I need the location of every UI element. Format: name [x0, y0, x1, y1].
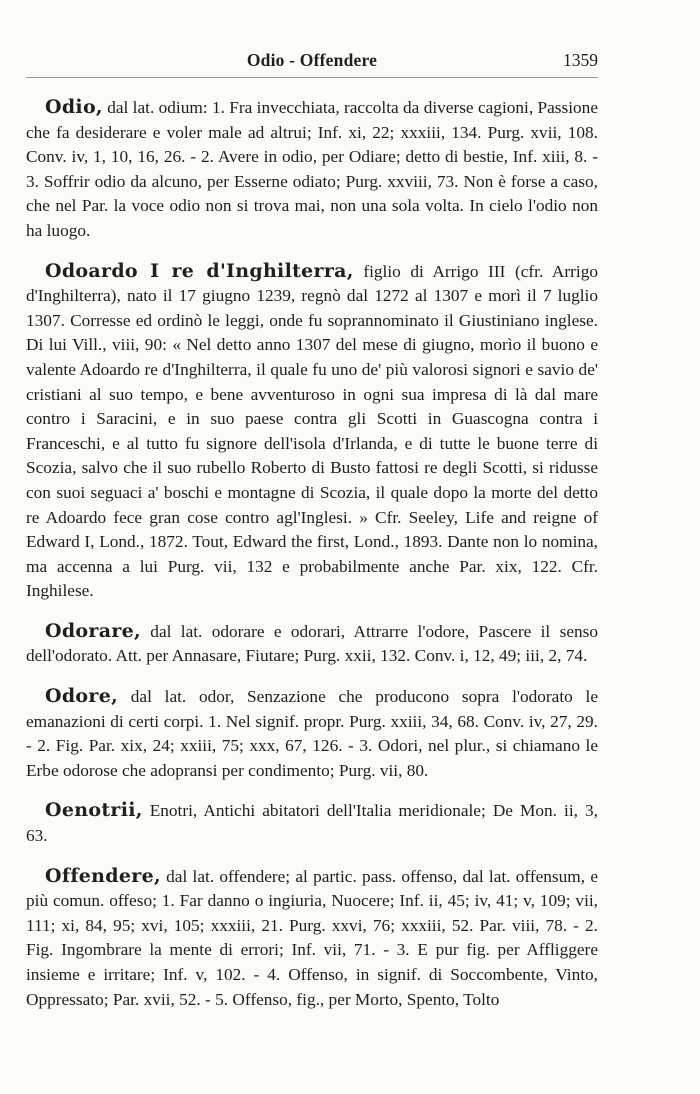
headword: Odorare, — [45, 619, 141, 642]
entry-odoardo — [26, 259, 598, 604]
entries — [26, 95, 598, 1027]
entry-odorare — [26, 619, 598, 669]
entry-text: dal lat. offendere; al partic. pass. offenso, dal lat. offensum, e più comun. offeso; 1. Far danno o ingiuria, Nuocere; Inf. ii, 45; iv, 41; v, 109; vii, 111; xi, 84, 95; xvi, 105; xxxiii, 21. Purg. xxvi, 76; xxxiii, 52. Par. viii, 78. - 2. Fig. Ingombrare la mente di errori; Inf. vii, 71. - 3. E pur fig. per Affliggere insieme e irritare; Inf. v, 102. - 4. Offenso, in signif. di Soccombente, Vinto, Oppressato; Par. xvii, 52. - 5. Offenso, fig., per Morto, Spento, Tolto — [26, 866, 598, 1009]
page-number: 1359 — [563, 50, 598, 70]
headword: Offendere, — [45, 864, 161, 887]
entry-offendere — [26, 864, 598, 1013]
headword: Oenotrii, — [45, 799, 143, 822]
entry-odio — [26, 95, 598, 244]
entry-text: dal lat. odorare e odorari, Attrarre l'odore, Pascere il senso dell'odorato. Att. per Annasare, Fiutare; Purg. xxii, 132. Conv. i, 12, 49; iii, 2, 74. — [26, 621, 598, 666]
entry-odore — [26, 684, 598, 783]
headword: Odore, — [45, 685, 119, 708]
entry-text: dal lat. odium: 1. Fra invecchiata, raccolta da diverse cagioni, Passione che fa desiderare e voler male ad altrui; Inf. xi, 22; xxxiii, 134. Purg. xvii, 108. Conv. iv, 1, 10, 16, 26. - 2. Avere in odio, per Odiare; detto di bestie, Inf. xiii, 8. - 3. Soffrir odio da alcuno, per Esserne odiato; Purg. xxviii, 73. Non è forse a caso, che nel Par. la voce odio non si trova mai, non una sola volta. In cielo l'odio non ha luogo. — [26, 98, 598, 240]
running-title: Odio - Offendere — [246, 50, 378, 70]
header-rule — [26, 77, 598, 78]
headword: Odio, — [45, 96, 103, 118]
entry-text: figlio di Arrigo III (cfr. Arrigo d'Inghilterra), nato il 17 giugno 1239, regnò dal 1272 al 1307 e morì il 7 luglio 1307. Corresse ed ordinò le leggi, onde fu soprannominato il Giustiniano inglese. Di lui Vill., viii, 90: « Nel detto anno 1307 del mese di giugno, morìo il buono e valente Adoardo re d'Inghilterra, il quale fu uno de' più valorosi signori e savio de' cristiani al suo tempo, e bene avventuroso in ogni sua impresa di là dal mare contro i Saracini, e in suo paese contra gli Scotti in Guascogna contra i Franceschi, e al tutto fu signore dell'isola d'Irlanda, e di tutte le buone terre di Scozia, salvo che il suo rubello Roberto di Busto fattosi re degli Scotti, si ridusse con suoi seguaci a' boschi e montagne di Scozia, il quale dopo la morte del detto re Adoardo fece gran cose contro agl'Inglesi. » Cfr. Seeley, Life and reigne of Edward I, Lond., 1872. Tout, Edward the first, Lond., 1893. Dante non lo nomina, ma accenna a lui Purg. vii, 132 e probabilmente anche Par. xix, 122. Cfr. Inghilese. — [26, 261, 599, 601]
headword: Odoardo I re d'Inghilterra, — [45, 259, 354, 282]
entry-text: dal lat. odor, Senzazione che producono sopra l'odorato le emanazioni di certi corpi. 1. Nel signif. propr. Purg. xxiii, 34, 68. Conv. iv, 27, 29. - 2. Fig. Par. xix, 24; xxiii, 75; xxx, 67, 126. - 3. Odori, nel plur., si chiamano le Erbe odorose che adopransi per condimento; Purg. vii, 80. — [26, 687, 598, 780]
entry-text: Enotri, Antichi abitatori dell'Italia meridionale; De Mon. ii, 3, 63. — [26, 801, 598, 846]
entry-oenotrii — [26, 798, 598, 848]
running-head — [26, 50, 598, 74]
